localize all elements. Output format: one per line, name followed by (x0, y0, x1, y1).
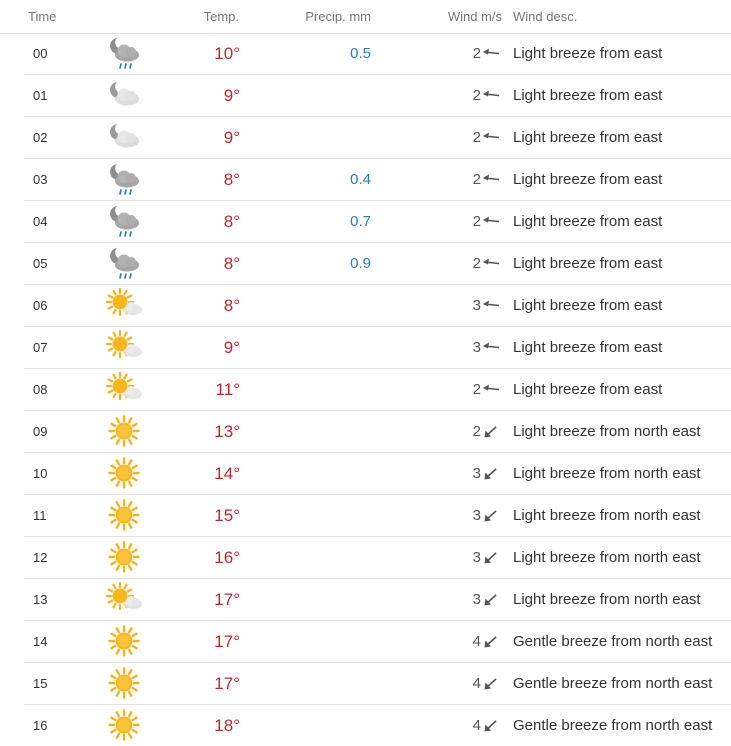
wind-description-cell: Light breeze from east (513, 339, 663, 356)
sun-cloud-icon (106, 327, 142, 368)
wind-speed-cell: 2 (472, 213, 481, 230)
wind-description-cell: Light breeze from north east (513, 465, 701, 482)
wind-speed-cell: 2 (472, 129, 481, 146)
temperature-cell: 16° (214, 548, 240, 567)
wind-speed-cell: 4 (472, 675, 481, 692)
time-cell: 03 (33, 172, 48, 187)
wind-description-cell: Light breeze from east (513, 87, 663, 104)
wind-speed-cell: 3 (472, 591, 481, 608)
precipitation-cell: 0.4 (350, 171, 371, 188)
wind-speed-cell: 3 (472, 465, 481, 482)
precipitation-cell: 0.5 (350, 45, 371, 62)
wind-description-cell: Light breeze from north east (513, 507, 701, 524)
table-row (24, 33, 731, 75)
wind-arrow-east-icon (481, 33, 501, 74)
night-cloud-rain-icon (106, 159, 142, 200)
wind-arrow-east-icon (481, 243, 501, 284)
sun-icon (106, 453, 142, 494)
wind-speed-cell: 3 (472, 339, 481, 356)
wind-speed-cell: 4 (472, 717, 481, 734)
table-row (24, 369, 731, 411)
sun-icon (106, 705, 142, 746)
temperature-cell: 8° (223, 170, 240, 189)
table-row (24, 159, 731, 201)
wind-arrow-east-icon (481, 369, 501, 410)
wind-description-cell: Light breeze from east (513, 45, 663, 62)
night-cloud-rain-icon (106, 201, 142, 242)
header-temp: Temp. (203, 9, 239, 24)
wind-arrow-north-east-icon (481, 537, 501, 578)
table-row (24, 117, 731, 159)
header-wind-desc: Wind desc. (513, 9, 578, 24)
table-header (0, 0, 731, 34)
wind-arrow-east-icon (481, 285, 501, 326)
wind-speed-cell: 2 (472, 45, 481, 62)
time-cell: 06 (33, 298, 48, 313)
table-row (24, 453, 731, 495)
wind-description-cell: Light breeze from east (513, 297, 663, 314)
wind-arrow-north-east-icon (481, 705, 501, 746)
temperature-cell: 17° (214, 632, 240, 651)
table-row (24, 327, 731, 369)
wind-arrow-east-icon (481, 117, 501, 158)
precipitation-cell: 0.9 (350, 255, 371, 272)
header-precip: Precip. mm (305, 9, 371, 24)
time-cell: 10 (33, 466, 48, 481)
temperature-cell: 14° (214, 464, 240, 483)
time-cell: 13 (33, 592, 48, 607)
wind-description-cell: Light breeze from east (513, 129, 663, 146)
time-cell: 15 (33, 676, 48, 691)
sun-cloud-icon (106, 369, 142, 410)
wind-arrow-north-east-icon (481, 579, 501, 620)
table-row (24, 495, 731, 537)
night-cloud-rain-icon (106, 243, 142, 284)
table-body (24, 33, 731, 746)
table-row (24, 201, 731, 243)
temperature-cell: 11° (215, 380, 240, 399)
wind-arrow-north-east-icon (481, 495, 501, 536)
sun-icon (106, 621, 142, 662)
time-cell: 00 (33, 46, 48, 61)
wind-description-cell: Gentle breeze from north east (513, 633, 713, 650)
wind-arrow-east-icon (481, 327, 501, 368)
precipitation-cell: 0.7 (350, 213, 371, 230)
time-cell: 16 (33, 718, 48, 733)
temperature-cell: 17° (214, 590, 240, 609)
wind-speed-cell: 2 (472, 423, 481, 440)
table-row (24, 411, 731, 453)
table-row (24, 75, 731, 117)
time-cell: 05 (33, 256, 48, 271)
temperature-cell: 9° (223, 338, 240, 357)
wind-description-cell: Light breeze from east (513, 213, 663, 230)
temperature-cell: 9° (223, 128, 240, 147)
table-row (24, 537, 731, 579)
wind-arrow-east-icon (481, 201, 501, 242)
sun-cloud-icon (106, 579, 142, 620)
wind-arrow-north-east-icon (481, 621, 501, 662)
table-row (24, 705, 731, 746)
table-row (24, 285, 731, 327)
wind-speed-cell: 2 (472, 87, 481, 104)
header-time: Time (28, 9, 57, 24)
wind-speed-cell: 2 (472, 381, 481, 398)
wind-speed-cell: 3 (472, 549, 481, 566)
wind-speed-cell: 4 (472, 633, 481, 650)
night-cloud-rain-icon (106, 33, 142, 74)
time-cell: 09 (33, 424, 48, 439)
wind-description-cell: Gentle breeze from north east (513, 675, 713, 692)
sun-icon (106, 411, 142, 452)
wind-arrow-north-east-icon (481, 453, 501, 494)
table-row (24, 579, 731, 621)
wind-description-cell: Light breeze from east (513, 255, 663, 272)
temperature-cell: 13° (214, 422, 240, 441)
wind-description-cell: Gentle breeze from north east (513, 717, 713, 734)
sun-icon (106, 537, 142, 578)
time-cell: 07 (33, 340, 48, 355)
sun-icon (106, 495, 142, 536)
wind-arrow-north-east-icon (481, 663, 501, 704)
wind-description-cell: Light breeze from north east (513, 549, 701, 566)
temperature-cell: 8° (223, 254, 240, 273)
night-cloud-icon (106, 75, 142, 116)
wind-description-cell: Light breeze from north east (513, 591, 701, 608)
temperature-cell: 17° (214, 674, 240, 693)
time-cell: 14 (33, 634, 48, 649)
wind-description-cell: Light breeze from north east (513, 423, 701, 440)
table-row (24, 243, 731, 285)
table-row (24, 663, 731, 705)
temperature-cell: 8° (223, 212, 240, 231)
wind-speed-cell: 2 (472, 171, 481, 188)
temperature-cell: 15° (214, 506, 240, 525)
wind-arrow-north-east-icon (481, 411, 501, 452)
time-cell: 08 (33, 382, 48, 397)
time-cell: 04 (33, 214, 48, 229)
wind-arrow-east-icon (481, 159, 501, 200)
temperature-cell: 10° (214, 44, 240, 63)
wind-speed-cell: 2 (472, 255, 481, 272)
header-wind: Wind m/s (447, 9, 502, 24)
wind-speed-cell: 3 (472, 297, 481, 314)
time-cell: 12 (33, 550, 48, 565)
wind-description-cell: Light breeze from east (513, 381, 663, 398)
time-cell: 01 (33, 88, 48, 103)
time-cell: 02 (33, 130, 48, 145)
temperature-cell: 9° (223, 86, 240, 105)
wind-description-cell: Light breeze from east (513, 171, 663, 188)
wind-speed-cell: 3 (472, 507, 481, 524)
temperature-cell: 18° (214, 716, 240, 735)
wind-arrow-east-icon (481, 75, 501, 116)
time-cell: 11 (33, 508, 47, 523)
temperature-cell: 8° (223, 296, 240, 315)
night-cloud-icon (106, 117, 142, 158)
sun-icon (106, 663, 142, 704)
sun-cloud-icon (106, 285, 142, 326)
table-row (24, 621, 731, 663)
